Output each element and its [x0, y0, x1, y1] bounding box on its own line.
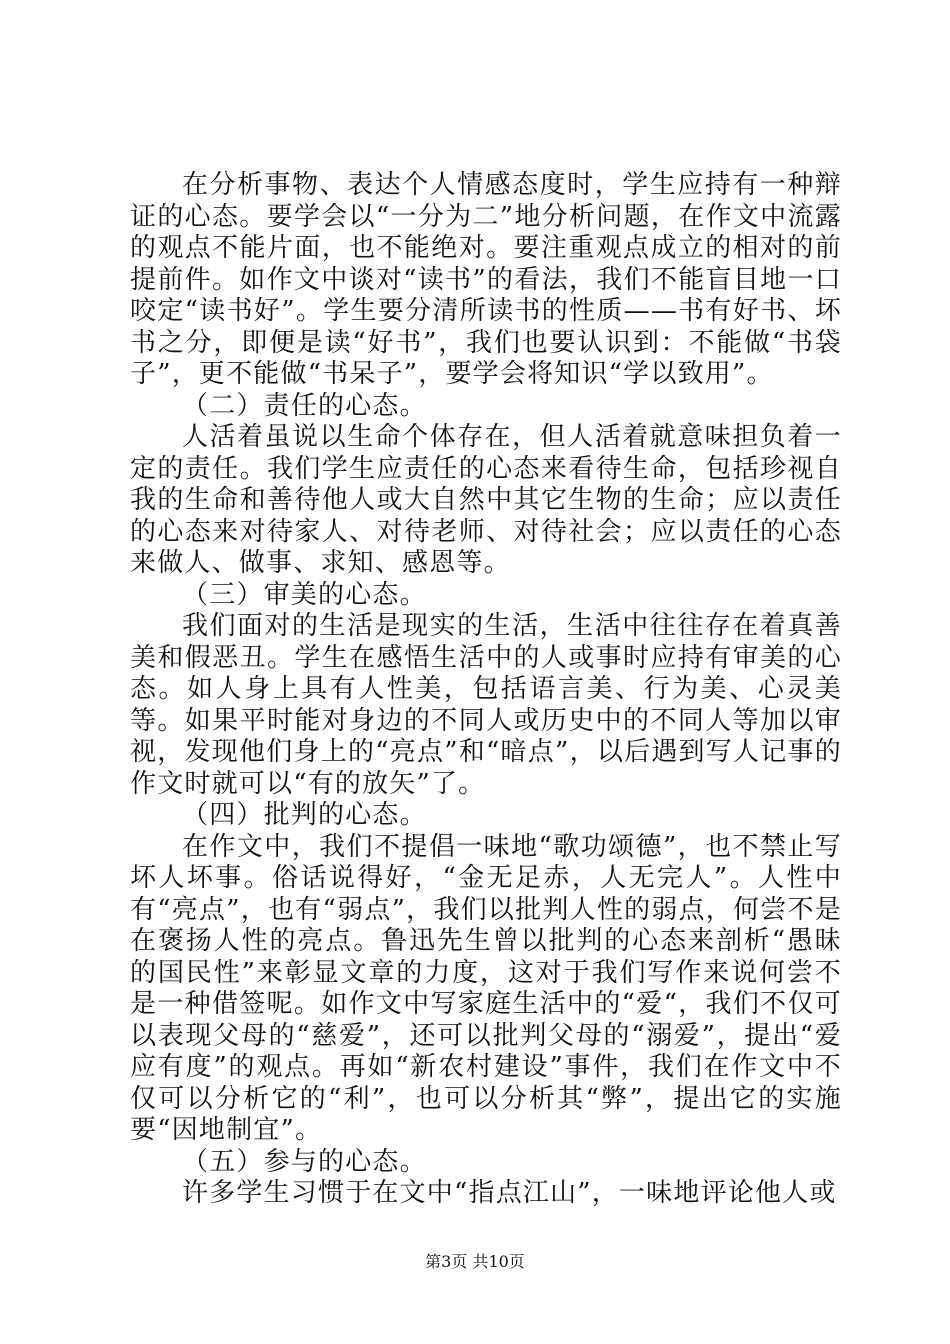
paragraph-participation: 许多学生习惯于在文中“指点江山”，一味地评论他人或 — [182, 1178, 837, 1208]
section-heading-participation: （五）参与的心态。 — [182, 1146, 427, 1177]
section-heading-responsibility: （二）责任的心态。 — [182, 390, 427, 421]
section-heading-aesthetic: （三）审美的心态。 — [182, 579, 427, 610]
page-number-footer: 第3页 共10页 — [425, 1252, 525, 1271]
paragraph-aesthetic: 我们面对的生活是现实的生活，生活中往往存在着真善美和假恶丑。学生在感悟生活中的人或事时应持有审美的心态。如人身上具有人性美，包括语言美、行为美、心灵美等。如果平时能对身边的不同人或历史中的不同人等加以审视，发现他们身上的“亮点”和“暗点”，以后遇到写人记事的作文时就可以“有的放矢”了。 — [130, 611, 842, 799]
paragraph-responsibility: 人活着虽说以生命个体存在，但人活着就意味担负着一定的责任。我们学生应责任的心态来看待生命，包括珍视自我的生命和善待他人或大自然中其它生物的生命；应以责任的心态来对待家人、对待老师、对待社会；应以责任的心态来做人、做事、求知、感恩等。 — [130, 422, 842, 578]
section-heading-critical: （四）批判的心态。 — [182, 800, 427, 830]
paragraph-critical: 在作文中，我们不提倡一味地“歌功颂德”，也不禁止写坏人坏事。俗话说得好，“金无足赤，人无完人”。人性中有“亮点”，也有“弱点”，我们以批判人性的弱点，何尝不是在褒扬人性的亮点。鲁迅先生曾以批判的心态来剖析“愚昧的国民性”来彰显文章的力度，这对于我们写作来说何尝不是一种借签呢。如作文中写家庭生活中的“爱“，我们不仅可以表现父母的“慈爱”，还可以批判父母的“溺爱”，提出“爱应有度”的观点。再如“新农村建设”事件，我们在作文中不仅可以分析它的“利”，也可以分析其“弊”，提出它的实施要“因地制宜”。 — [130, 831, 842, 1145]
paragraph-dialectical: 在分析事物、表达个人情感态度时，学生应持有一种辩证的心态。要学会以“一分为二”地分析问题，在作文中流露的观点不能片面，也不能绝对。要注重观点成立的相对的前提前件。如作文中谈对“读书”的看法，我们不能盲目地一口咬定“读书好”。学生要分清所读书的性质——书有好书、坏书之分，即便是读“好书”，我们也要认识到：不能做“书袋子”，更不能做“书呆子”，要学会将知识“学以致用”。 — [130, 170, 842, 389]
document-body — [130, 170, 842, 1210]
